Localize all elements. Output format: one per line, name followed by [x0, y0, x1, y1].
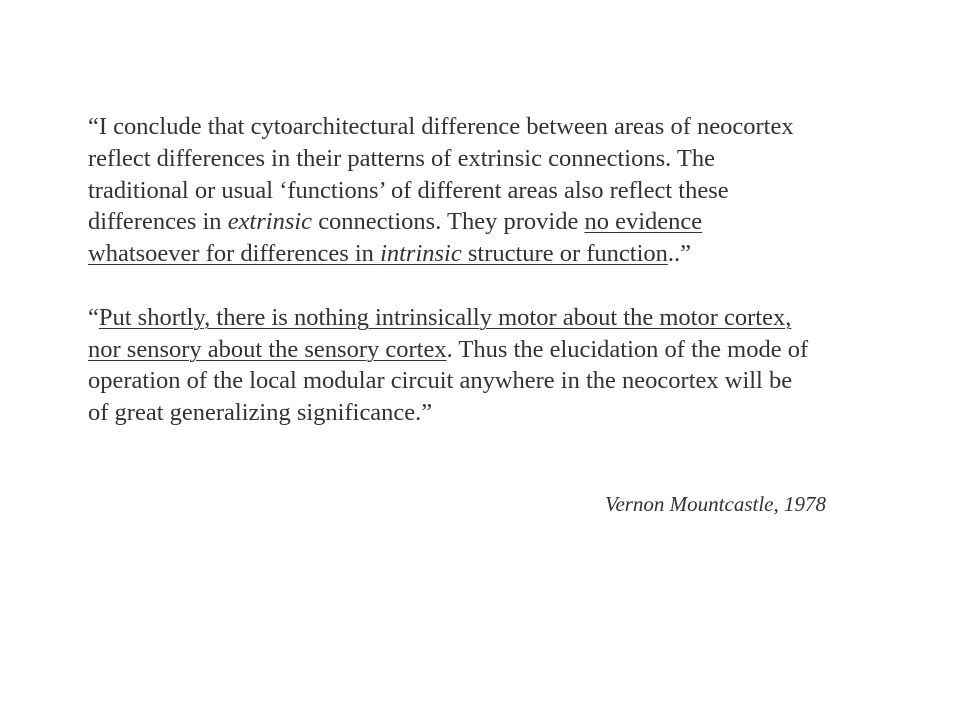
quote1-underlined-a: no evidence whatsoever for differences in [88, 208, 703, 268]
quote-paragraph-1 [88, 111, 818, 270]
quote2-open-quote: “ [88, 303, 99, 331]
quote1-text-end: ..” [667, 240, 692, 268]
quote1-text-b: connections. They provide [312, 208, 585, 236]
quote2-underlined: Put shortly, there is nothing intrinsically motor about the motor cortex, nor sensory about the sensory cortex [88, 303, 792, 363]
paragraph-spacer [88, 270, 818, 302]
quote1-underlined-italic-intrinsic: intrinsic [380, 240, 462, 268]
quote2-text: . Thus the elucidation of the mode of operation of the local modular circuit anywhere in the neocortex will be of great generalizing significance.” [88, 335, 809, 427]
quote1-text-a: “I conclude that cytoarchitectural difference between areas of neocortex reflect differences in their patterns of extrinsic connections. The traditional or usual ‘functions’ of different areas also reflect these differences in [88, 113, 794, 236]
attribution: Vernon Mountcastle, 1978 [604, 492, 826, 516]
quote-paragraph-2 [88, 302, 818, 429]
quote1-italic-extrinsic: extrinsic [227, 208, 313, 236]
quote-block [88, 111, 818, 429]
quote1-underlined-b: structure or function [461, 240, 668, 268]
